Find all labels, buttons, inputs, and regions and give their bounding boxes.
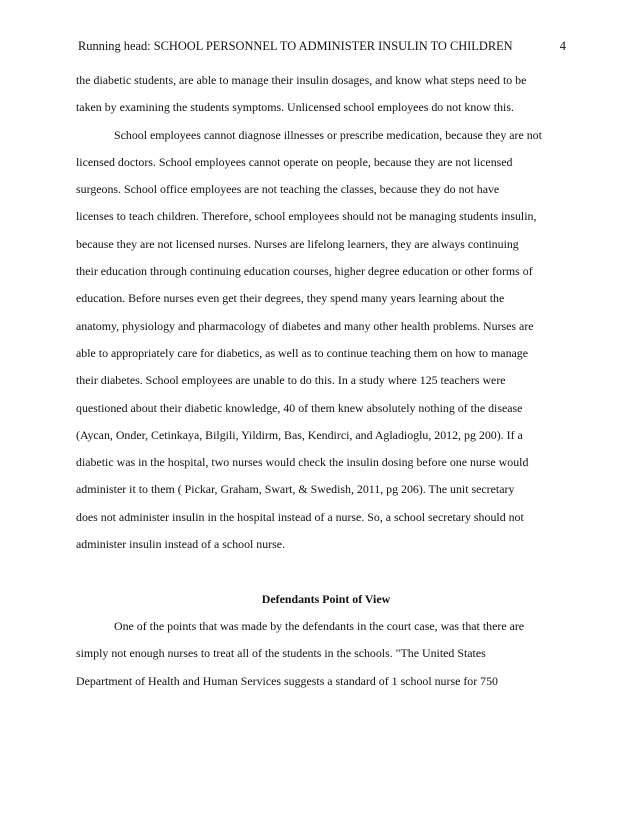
text-line: surgeons. School office employees are not teaching the classes, because they do not have: [76, 182, 500, 197]
text-line: licensed doctors. School employees cannot operate on people, because they are not licensed: [76, 154, 513, 169]
text-line: administer insulin instead of a school nurse.: [76, 537, 286, 552]
text-line: Department of Health and Human Services suggests a standard of 1 school nurse for 750: [76, 673, 499, 688]
text-line: education. Before nurses even get their degrees, they spend many years learning about the: [76, 291, 505, 306]
running-header: [78, 38, 566, 54]
text-line: simply not enough nurses to treat all of the students in the schools. "The United States: [76, 646, 486, 661]
paragraph-2: [76, 122, 576, 559]
text-line: able to appropriately care for diabetics, as well as to continue teaching them on how to manage: [76, 345, 529, 360]
page-number: 4: [559, 39, 566, 53]
text-line: School employees cannot diagnose illnesses or prescribe medication, because they are not: [114, 127, 542, 142]
paragraph-1: [76, 67, 576, 122]
text-line: questioned about their diabetic knowledge, 40 of them knew absolutely nothing of the disease: [76, 400, 523, 415]
text-line: anatomy, physiology and pharmacology of diabetes and many other health problems. Nurses are: [76, 318, 534, 333]
text-line: their diabetes. School employees are unable to do this. In a study where 125 teachers were: [76, 373, 506, 388]
running-head-text: Running head: SCHOOL PERSONNEL TO ADMINISTER INSULIN TO CHILDREN: [78, 39, 513, 53]
text-line: licenses to teach children. Therefore, school employees should not be managing students insulin,: [76, 209, 537, 224]
text-line: the diabetic students, are able to manage their insulin dosages, and know what steps need to be: [76, 73, 527, 87]
text-line: administer it to them ( Pickar, Graham, Swart, & Swedish, 2011, pg 206). The unit secretary: [76, 482, 515, 497]
text-line: does not administer insulin in the hospital instead of a nurse. So, a school secretary should not: [76, 509, 524, 524]
text-line: their education through continuing education courses, higher degree education or other forms of: [76, 264, 533, 279]
paragraph-3: [76, 613, 576, 695]
text-line: because they are not licensed nurses. Nurses are lifelong learners, they are always continuing: [76, 236, 519, 251]
document-body: [76, 67, 576, 695]
text-line: taken by examining the students symptoms. Unlicensed school employees do not know this.: [76, 100, 514, 115]
text-line: (Aycan, Onder, Cetinkaya, Bilgili, Yildirm, Bas, Kendirci, and Agladioglu, 2012, pg 200). If a: [76, 427, 523, 442]
text-line: diabetic was in the hospital, two nurses would check the insulin dosing before one nurse would: [76, 455, 529, 470]
section-heading: Defendants Point of View: [261, 591, 391, 606]
text-line: One of the points that was made by the defendants in the court case, was that there are: [114, 618, 525, 633]
